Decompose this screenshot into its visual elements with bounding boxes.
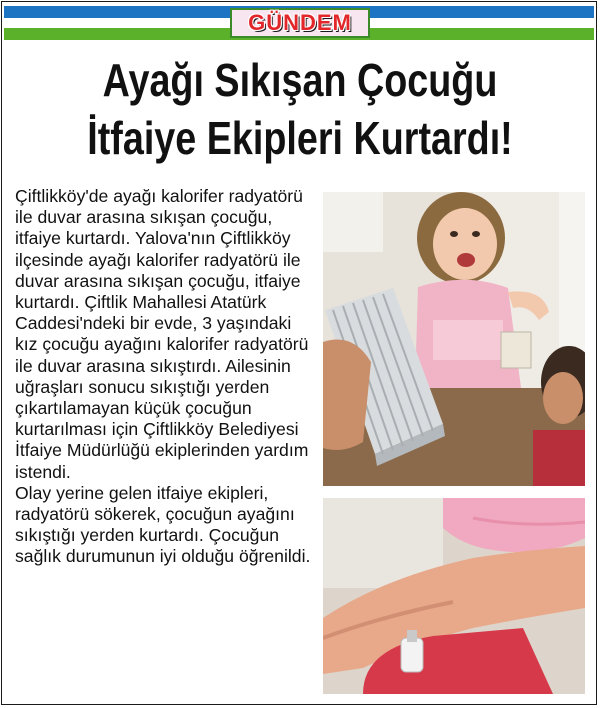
headline-line-2: İtfaiye Ekipleri Kurtardı! — [87, 112, 513, 164]
photo-leg-illustration — [323, 498, 585, 694]
section-label-box — [230, 8, 370, 38]
headline — [6, 52, 594, 168]
photo-child-illustration — [323, 192, 585, 486]
photo-rescued-leg — [323, 498, 585, 694]
article-paragraph-1: Çiftlikköy'de ayağı kalorifer radyatörü ile duvar arasına sıkışan çocuğu, itfaiye kurtardı. Yalova'nın Çiftlikköy ilçesinde ayağı kalorifer radyatörü ile duvar arasına sıkışan çocuğu, itfaiye kurtardı. Çiftlik Mahallesi Atatürk Caddesi'ndeki bir evde, 3 yaşındaki kız çocuğu ayağını kalorifer radyatörü ile duvar arasına sıkıştırdı. Ailesinin uğraşları sonucu sıkıştığı yerden çıkartılamayan küçük çocuğun kurtarılması için Çiftlikköy Belediyesi İtfaiye Müdürlüğü ekiplerinden yardım istendi. — [15, 186, 309, 482]
section-label: GÜNDEM — [248, 10, 352, 35]
headline-line-1: Ayağı Sıkışan Çocuğu — [102, 54, 498, 106]
article-paragraph-2: Olay yerine gelen itfaiye ekipleri, radyatörü sökerek, çocuğun ayağını sıkıştığı yerden kurtardı. Çocuğun sağlık durumunun iyi olduğu öğrenildi. — [15, 482, 311, 567]
article-body — [15, 186, 315, 568]
section-header-bar — [4, 6, 594, 40]
photo-child-at-radiator — [323, 192, 585, 486]
